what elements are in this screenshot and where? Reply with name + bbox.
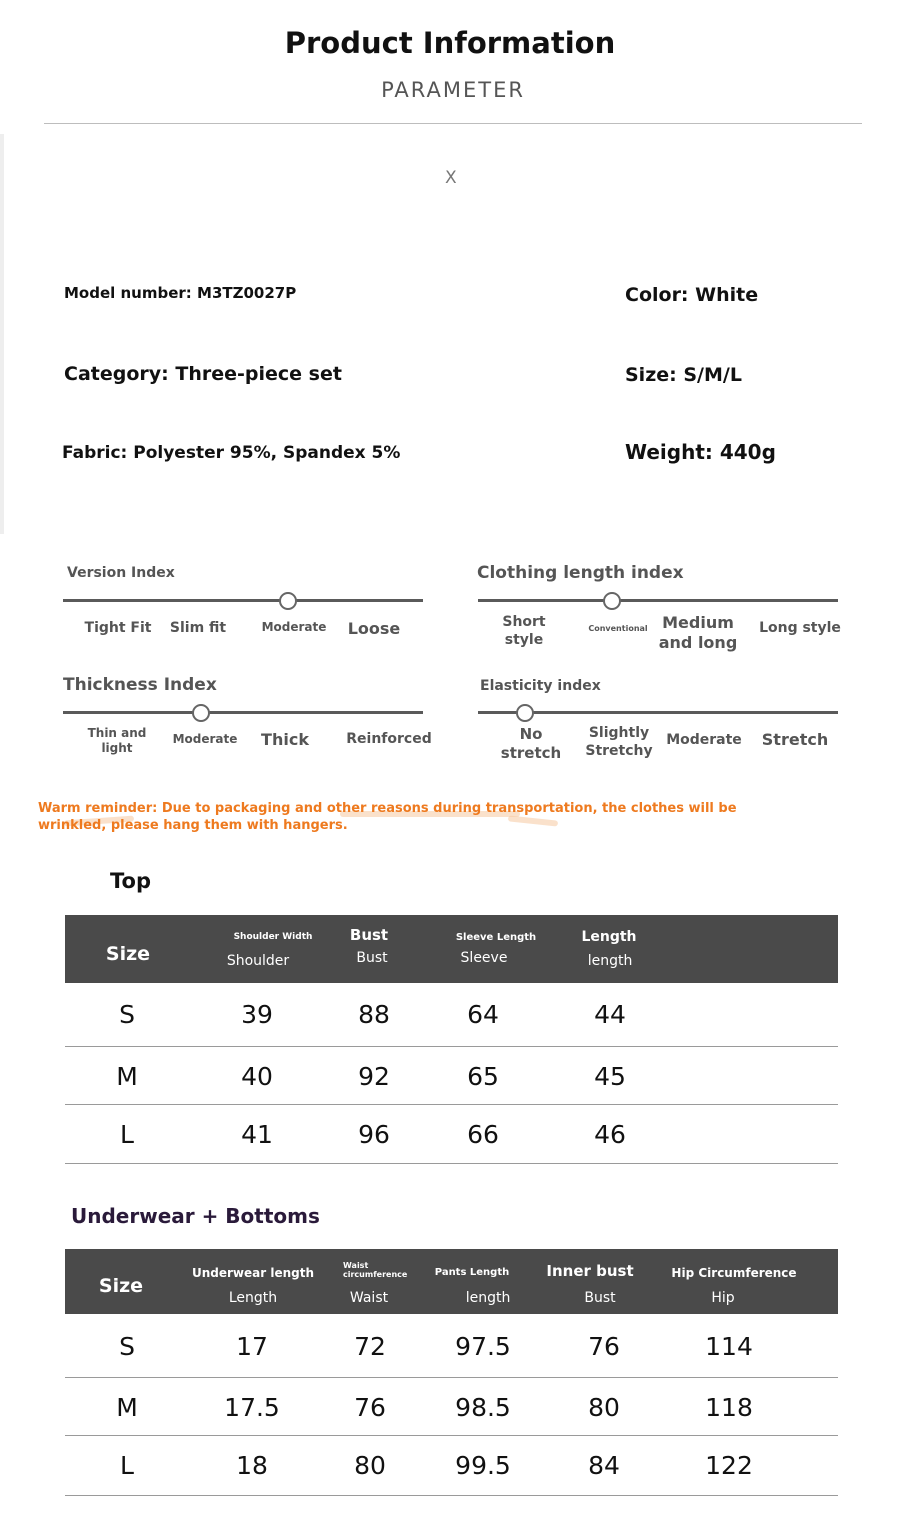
category-info: Category: Three-piece set bbox=[64, 363, 342, 385]
row-divider bbox=[65, 1163, 838, 1164]
table-row bbox=[65, 1047, 838, 1105]
top-cell-bust: 96 bbox=[358, 1120, 390, 1149]
x-mark: X bbox=[445, 168, 457, 188]
bottoms-col-innerbust-label: Inner bust bbox=[546, 1262, 634, 1280]
warm-reminder-line-1: Warm reminder: Due to packaging and other reasons during transportation, the clothes will be bbox=[38, 801, 737, 816]
bottoms-cell-size: M bbox=[116, 1393, 138, 1422]
bottoms-col-underwear-label: Underwear length bbox=[191, 1266, 315, 1280]
bottoms-cell-underwear: 17.5 bbox=[224, 1393, 280, 1422]
bottoms-table-header bbox=[65, 1249, 838, 1314]
top-cell-shoulder: 39 bbox=[241, 1000, 273, 1029]
version-option-slim-fit: Slim fit bbox=[169, 620, 227, 636]
bottoms-cell-pants: 99.5 bbox=[455, 1451, 511, 1480]
bottoms-cell-underwear: 17 bbox=[236, 1332, 268, 1361]
top-cell-sleeve: 64 bbox=[467, 1000, 499, 1029]
bottoms-cell-innerbust: 80 bbox=[588, 1393, 620, 1422]
bottoms-col-underwear-sub: Length bbox=[228, 1290, 278, 1306]
thickness-index-knob bbox=[192, 704, 210, 722]
bottoms-cell-innerbust: 76 bbox=[588, 1332, 620, 1361]
bottoms-cell-size: L bbox=[120, 1451, 134, 1480]
bottoms-col-hip-sub: Hip bbox=[711, 1290, 735, 1306]
thickness-option-thick: Thick bbox=[261, 730, 309, 749]
row-divider bbox=[65, 1495, 838, 1496]
weight-info: Weight: 440g bbox=[625, 440, 776, 464]
top-cell-size: L bbox=[120, 1120, 134, 1149]
version-index-knob bbox=[279, 592, 297, 610]
elasticity-index-knob bbox=[516, 704, 534, 722]
thickness-index-title: Thickness Index bbox=[63, 675, 217, 695]
bottoms-cell-waist: 76 bbox=[354, 1393, 386, 1422]
page-subtitle: PARAMETER bbox=[381, 78, 525, 102]
thickness-option-reinforced: Reinforced bbox=[346, 731, 432, 747]
top-col-sleeve-sub: Sleeve bbox=[460, 950, 508, 966]
version-index-title: Version Index bbox=[67, 565, 175, 581]
bottoms-col-innerbust-sub: Bust bbox=[584, 1290, 616, 1306]
thickness-option-moderate: Moderate bbox=[172, 732, 238, 746]
top-cell-sleeve: 66 bbox=[467, 1120, 499, 1149]
top-col-bust-label: Bust bbox=[349, 926, 389, 944]
model-number: Model number: M3TZ0027P bbox=[64, 284, 297, 302]
elasticity-option-slightly-stretchy: Slightly Stretchy bbox=[585, 725, 653, 759]
table-row bbox=[65, 1378, 838, 1435]
length-option-short-style: Short style bbox=[502, 614, 546, 648]
bottoms-col-size: Size bbox=[98, 1275, 144, 1297]
left-edge-strip bbox=[0, 134, 4, 534]
top-cell-bust: 88 bbox=[358, 1000, 390, 1029]
length-option-medium-and-long: Medium and long bbox=[658, 613, 738, 652]
bottoms-col-waist-label: Waist circumference bbox=[343, 1261, 408, 1280]
elasticity-option-moderate: Moderate bbox=[666, 732, 742, 748]
top-col-sleeve-label: Sleeve Length bbox=[455, 932, 537, 943]
bottoms-cell-pants: 97.5 bbox=[455, 1332, 511, 1361]
top-section-title: Top bbox=[110, 869, 151, 893]
top-cell-length: 45 bbox=[594, 1062, 626, 1091]
fabric-info: Fabric: Polyester 95%, Spandex 5% bbox=[62, 443, 401, 463]
bottoms-cell-pants: 98.5 bbox=[455, 1393, 511, 1422]
size-info: Size: S/M/L bbox=[625, 364, 742, 386]
bottoms-cell-hip: 122 bbox=[705, 1451, 753, 1480]
elasticity-option-no-stretch: No stretch bbox=[500, 725, 562, 762]
top-cell-size: M bbox=[116, 1062, 138, 1091]
bottoms-section-title: Underwear + Bottoms bbox=[71, 1204, 320, 1228]
color-info: Color: White bbox=[625, 284, 759, 306]
top-cell-bust: 92 bbox=[358, 1062, 390, 1091]
top-col-bust-sub: Bust bbox=[356, 950, 388, 966]
clothing-length-knob bbox=[603, 592, 621, 610]
thickness-option-thin-and-light: Thin and light bbox=[87, 726, 147, 755]
warm-reminder bbox=[38, 800, 738, 834]
version-option-moderate: Moderate bbox=[261, 620, 327, 634]
bottoms-cell-innerbust: 84 bbox=[588, 1451, 620, 1480]
page-title: Product Information bbox=[284, 26, 616, 60]
version-option-loose: Loose bbox=[347, 619, 401, 638]
length-option-conventional: Conventional bbox=[588, 624, 648, 633]
table-row bbox=[65, 1436, 838, 1495]
warm-reminder-line-2: wrinkled, please hang them with hangers. bbox=[38, 818, 348, 833]
bottoms-cell-waist: 72 bbox=[354, 1332, 386, 1361]
bottoms-col-pants-sub: length bbox=[465, 1290, 511, 1306]
top-cell-size: S bbox=[119, 1000, 135, 1029]
table-row bbox=[65, 1105, 838, 1163]
top-cell-sleeve: 65 bbox=[467, 1062, 499, 1091]
top-col-shoulder-sub: Shoulder bbox=[226, 953, 290, 969]
top-cell-shoulder: 40 bbox=[241, 1062, 273, 1091]
bottoms-cell-hip: 118 bbox=[705, 1393, 753, 1422]
bottoms-col-waist-sub: Waist bbox=[349, 1290, 389, 1306]
thickness-index-track bbox=[63, 711, 423, 714]
elasticity-option-stretch: Stretch bbox=[761, 730, 829, 749]
bottoms-cell-size: S bbox=[119, 1332, 135, 1361]
top-col-shoulder-label: Shoulder Width bbox=[233, 932, 313, 942]
top-col-size: Size bbox=[105, 943, 151, 965]
table-row bbox=[65, 1314, 838, 1377]
top-col-length-sub: length bbox=[587, 953, 633, 969]
bottoms-cell-waist: 80 bbox=[354, 1451, 386, 1480]
version-index-track bbox=[63, 599, 423, 602]
clothing-length-track bbox=[478, 599, 838, 602]
top-col-length-label: Length bbox=[581, 929, 637, 945]
elasticity-index-title: Elasticity index bbox=[480, 678, 601, 694]
bottoms-cell-hip: 114 bbox=[705, 1332, 753, 1361]
top-cell-shoulder: 41 bbox=[241, 1120, 273, 1149]
bottoms-col-pants-label: Pants Length bbox=[434, 1267, 510, 1278]
top-cell-length: 46 bbox=[594, 1120, 626, 1149]
bottoms-cell-underwear: 18 bbox=[236, 1451, 268, 1480]
bottoms-col-hip-label: Hip Circumference bbox=[671, 1266, 797, 1280]
header-divider bbox=[44, 123, 862, 124]
top-table-header bbox=[65, 915, 838, 983]
clothing-length-index-title: Clothing length index bbox=[477, 563, 684, 583]
version-option-tight-fit: Tight Fit bbox=[84, 620, 152, 636]
top-cell-length: 44 bbox=[594, 1000, 626, 1029]
table-row bbox=[65, 983, 838, 1047]
length-option-long-style: Long style bbox=[759, 620, 841, 636]
